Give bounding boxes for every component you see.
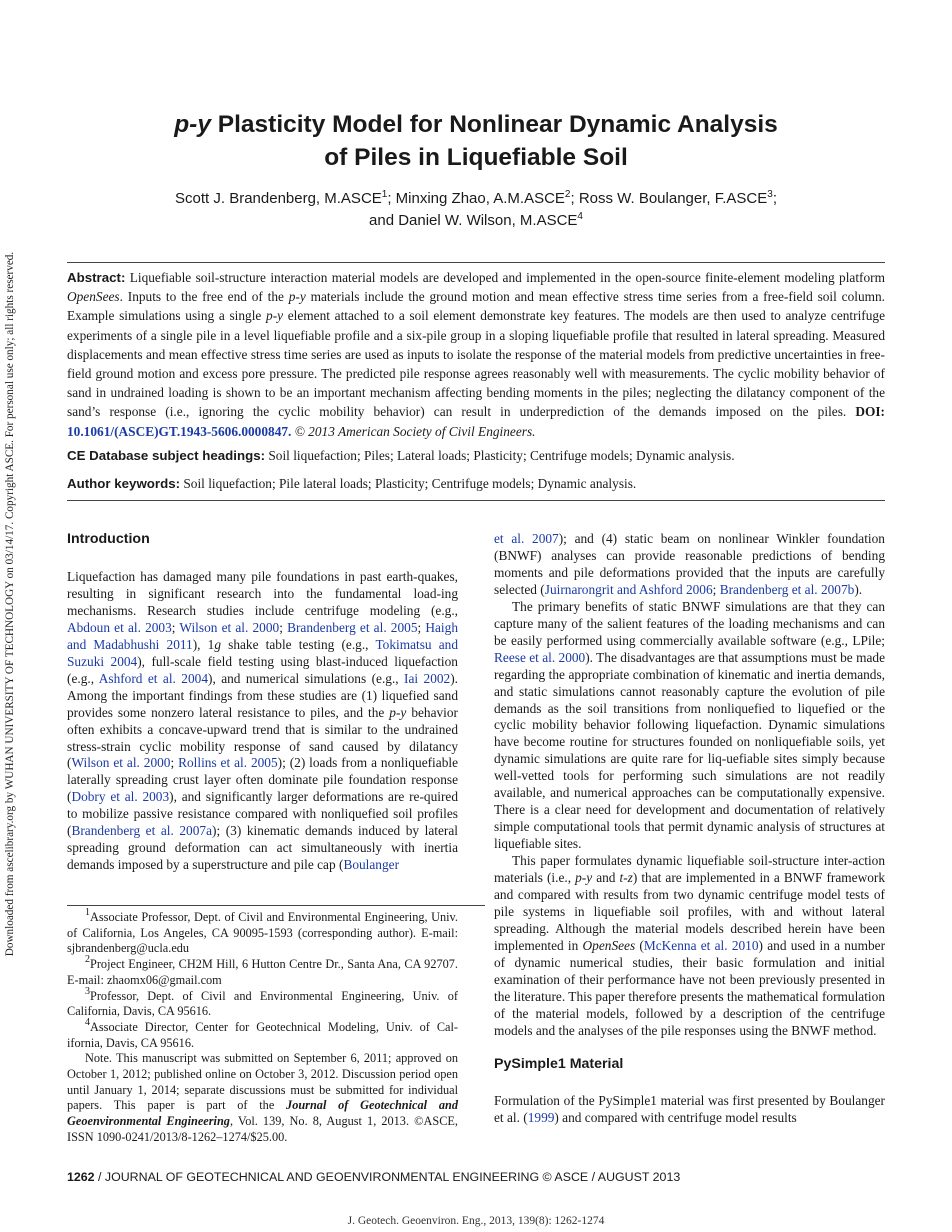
abstract-heading: Abstract: [67, 270, 126, 285]
abstract: Abstract: Liquefiable soil-structure interaction material models are developed and implemented in the open-source finite-element modeling platform OpenSees. Inputs to the free end of the p-y materials include the ground motion and mean effective stress time series from a free-field soil column. Example simulations using a single p-y element attached to a soil element demonstrate key features. The models are then used to analyze centrifuge experiments of a single pile in a level liquefiable profile and a six-pile group in a sloping liquefiable profile that resulted in lateral spreading. Measured displacements and mean effective stress time series are used as inputs to isolate the response of the material models from predictive uncertainties in free-field ground motion and excess pore pressure. The predicted pile response agrees reasonably well with measurements. The cyclic mobility behavior of sand in undrained loading is shown to be an important mechanism affecting bending moments in the piles; neglecting the dilatancy component of the sand’s response (i.e., ignoring the cyclic mobility behavior) can result in underprediction of the demands imposed on the piles. DOI: 10.1061/(ASCE)GT.1943-5606.0000847. © 2013 American Society of Civil Engineers. [67, 270, 886, 439]
pysimple1-paragraph: Formulation of the PySimple1 material was first presented by Boulanger et al. (1999) and compared with centrifuge model results [494, 1092, 885, 1125]
citation-link[interactable]: Haigh and Madabhushi 2011 [67, 619, 458, 652]
citation-link[interactable]: Reese et al. 2000 [494, 649, 586, 665]
doi-link[interactable]: 10.1061/(ASCE)GT.1943-5606.0000847. [67, 423, 292, 439]
download-watermark: Downloaded from ascelibrary.org by WUHAN UNIVERSITY OF TECHNOLOGY on 03/14/17. Copyright ASCE. For personal use only; all rights reserved. [4, 251, 16, 957]
introduction-heading: Introduction [67, 531, 150, 547]
footnote-1: $^1$Associate Professor, Dept. of Civil and Environmental Engineering, Univ. of California, Los Angeles, CA 90095-1593 (corresponding author). E-mail: sjbrandenberg@ucla.edu [67, 907, 458, 956]
journal-citation: J. Geotech. Geoenviron. Eng., 2013, 139(8): 1262-1274 [347, 1215, 605, 1227]
citation-link[interactable]: Ashford et al. 2004 [98, 670, 208, 686]
pysimple1-heading: PySimple1 Material [494, 1055, 624, 1072]
citation-link[interactable]: Wilson et al. 2000 [71, 755, 171, 771]
footnote-rule [67, 905, 485, 906]
title-line2: of Piles in Liquefiable Soil [324, 144, 628, 171]
intro-paragraph: Liquefaction has damaged many pile foundations in past earth-quakes, resulting in significant research into the fundamental load-ing mechanisms. Research studies include centrifuge modeling (e.g., Abdoun et al. 2003; Wilson et al. 2000; Brandenberg et al. 2005; Haigh and Madabhushi 2011), 1g shake table testing (e.g., Tokimatsu and Suzuki 2004), full-scale field testing using blast-induced liquefaction (e.g., Ashford et al. 2004), and numerical simulations (e.g., Iai 2002). Among the important findings from these studies are (1) liquefied sand provides some nonzero lateral resistance to piles, and the p-y behavior often exhibits a concave-upward trend that is similar to the undrained stress-strain cyclic mobility response of sand caused by dilatancy (Wilson et al. 2000; Rollins et al. 2005); (2) loads from a nonliquefiable laterally spreading crust layer often dominate pile foundation response (Dobry et al. 2003), and significantly larger deformations are re-quired to mobilize passive resistance compared with nonliquefied soil profiles (Brandenberg et al. 2007a); (3) kinematic demands induced by lateral spreading ground deformation can act simultaneously with inertia demands imposed by a superstructure and pile cap (Boulanger [67, 569, 459, 873]
citation-link[interactable]: McKenna et al. 2010 [643, 937, 759, 953]
citation-link[interactable]: Brandenberg et al. 2005 [287, 619, 418, 635]
page-footer: 1262 / JOURNAL OF GEOTECHNICAL AND GEOENVIRONMENTAL ENGINEERING © ASCE / AUGUST 2013 [67, 1170, 681, 1184]
citation-link[interactable]: Brandenberg et al. 2007b [719, 581, 855, 597]
citation-link[interactable]: Brandenberg et al. 2007a [71, 823, 212, 839]
right-column [494, 531, 885, 1127]
citation-link[interactable]: Abdoun et al. 2003 [67, 619, 172, 635]
intro-paragraph-continued: et al. 2007); and (4) static beam on nonlinear Winkler foundation (BNWF) analyses can provide reasonable predictions of bending moments and pile deformations provided that the inputs are carefully selected (Juirnarongrit and Ashford 2006; Brandenberg et al. 2007b). [494, 531, 885, 597]
citation-link[interactable]: Wilson et al. 2000 [179, 619, 280, 635]
ce-subject-headings: CE Database subject headings: Soil liquefaction; Piles; Lateral loads; Plasticity; Centrifuge models; Dynamic analysis. [67, 448, 735, 463]
doi-label: DOI: [855, 404, 885, 420]
author-keywords: Author keywords: Soil liquefaction; Pile lateral loads; Plasticity; Centrifuge models; Dynamic analysis. [67, 476, 637, 491]
footnote-4: $^4$Associate Director, Center for Geotechnical Modeling, Univ. of Cal-ifornia, Davis, CA 95616. [67, 1016, 458, 1050]
citation-link[interactable]: Tokimatsu and Suzuki 2004 [67, 636, 458, 669]
page-number: 1262 [67, 1170, 95, 1184]
paper-title [80, 108, 872, 174]
citation-link[interactable]: Boulanger [343, 857, 400, 873]
citation-link[interactable]: et al. 2007 [494, 531, 559, 546]
bnwf-paragraph: The primary benefits of static BNWF simulations are that they can capture many of the salient features of the loading mechanisms and can be easily performed using commercially available software (e.g., LPile; Reese et al. 2000). The disadvantages are that assumptions must be made regarding the appropriate combination of kinematic and inertia demands, and static simulations cannot reasonably capture the evolution of pile demands as the soil transitions from nonliquefied to liquefied or the cyclic mobility behavior following liquefaction. Dynamic simulations have become routine for structures founded on nonliquefiable soils, yet dynamic simulations are quite rare for liq-uefiable sites simply because well-vetted tools for performing such simulations are not readily available, and numerical approaches can be computationally expensive. There is a clear need for development and documentation of relatively simple computational tools that permit dynamic analysis of structures at liquefiable sites. [494, 598, 885, 852]
citation-link[interactable]: Dobry et al. 2003 [71, 789, 170, 805]
footnotes [67, 907, 458, 1146]
citation-link[interactable]: Rollins et al. 2005 [178, 755, 278, 771]
abstract-top-rule [67, 262, 885, 263]
author-list: Scott J. Brandenberg, M.ASCE$^1$; Minxing Zhao, A.M.ASCE$^2$; Ross W. Boulanger, F.ASCE$^3$; and Daniel W. Wilson, M.ASCE$^4$ [175, 189, 777, 229]
footnote-3: $^3$Professor, Dept. of Civil and Environmental Engineering, Univ. of California, Davis, CA 95616. [67, 985, 458, 1019]
copyright: © 2013 American Society of Civil Engineers. [291, 423, 536, 439]
citation-link[interactable]: Iai 2002 [404, 670, 451, 686]
abstract-bottom-rule [67, 500, 885, 501]
title-line1: Plasticity Model for Nonlinear Dynamic Analysis [210, 111, 778, 138]
footnote-2: $^2$Project Engineer, CH2M Hill, 6 Hutton Centre Dr., Santa Ana, CA 92707. E-mail: zhaomx06@gmail.com [67, 954, 458, 987]
citation-link[interactable]: 1999 [527, 1109, 555, 1125]
manuscript-note: Note. This manuscript was submitted on September 6, 2011; approved on October 1, 2012; published online on October 3, 2012. Discussion period open until January 1, 2014; separate discussions must be submitted for individual papers. This paper is part of the Journal of Geotechnical and Geoenvironmental Engineering, Vol. 139, No. 8, August 1, 2013. ©ASCE, ISSN 1090-0241/2013/8-1262–1274/$25.00. [67, 1051, 458, 1144]
title-italic-py: p-y [174, 111, 211, 138]
citation-link[interactable]: Juirnarongrit and Ashford 2006 [544, 581, 713, 597]
paper-scope-paragraph: This paper formulates dynamic liquefiable soil-structure inter-action materials (i.e., p-y and t-z) that are implemented in a BNWF framework and compared with results from two dynamic centrifuge model tests of pile systems in liquefiable soil profiles, with and without lateral spreading. Although the material models described herein have been implemented in OpenSees (McKenna et al. 2010) and used in a number of dynamic numerical studies, their basic formulation and initial examination of their performance have not been previously presented in the literature. This paper therefore presents the mathematical formulation of the material models, followed by a description of the centrifuge models and the analyses of the pile responses using the BNWF method. [494, 853, 886, 1038]
left-column [67, 530, 458, 874]
